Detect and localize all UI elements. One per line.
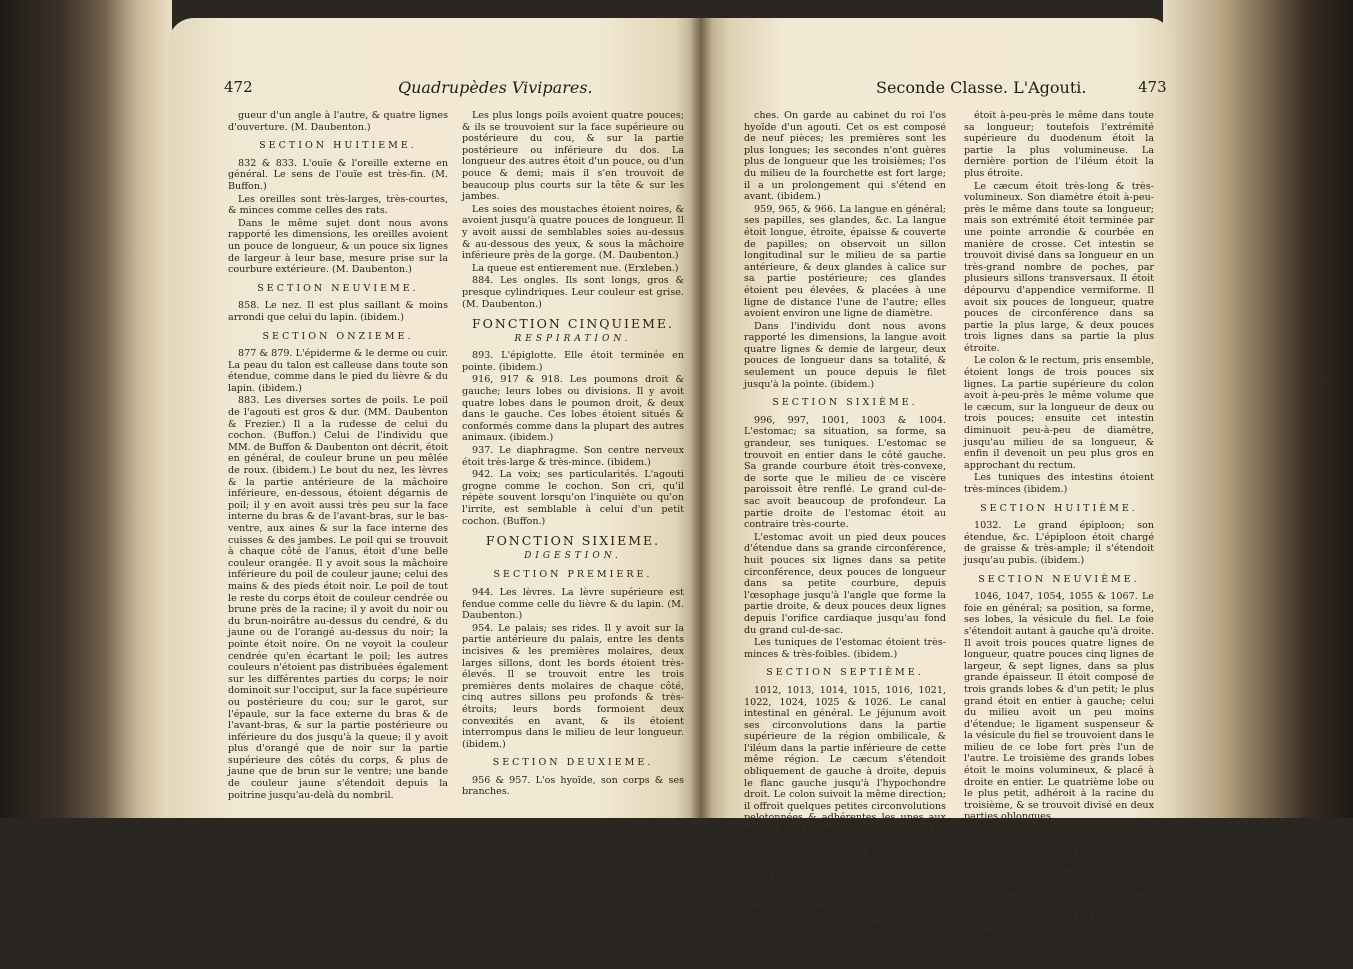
paragraph: Les soies des moustaches étoient noires, & avoient jusqu'à quatre pouces de longueur. Il y avoit aussi de semblables soies au-dessus & au-dessous des yeux, & sous la mâchoire inférieure près de la gorge. (M. Daubenton.) (462, 203, 684, 262)
paragraph: 959, 965, & 966. La langue en général; ses papilles, ses glandes, &c. La langue étoit longue, étroite, épaisse & couverte de papilles; on observoit un sillon longitudinal sur le milieu de sa partie antérieure, & deux glandes à calice sur sa partie postérieure; ces glandes étoient peu élevées, & placées à une ligne de distance l'une de l'autre; elles avoient environ une ligne de diamètre. (744, 203, 946, 320)
section-heading: SECTION HUITIÈME. (980, 502, 1138, 514)
paragraph: 942. La voix; ses particularités. L'agouti grogne comme le cochon. Son cri, qu'il répète souvent lorsqu'on l'inquiète ou qu'on l'irrite, est semblable à celui d'un petit cochon. (Buffon.) (462, 469, 684, 527)
section-heading: SECTION NEUVIÈME. (978, 573, 1140, 585)
section-heading: SECTION SEPTIÈME. (766, 667, 924, 679)
left-page-number: 472 (224, 78, 253, 96)
paragraph: 916, 917 & 918. Les poumons droit & gauche; leurs lobes ou divisions. Il y avoit quatre lobes dans le poumon droit, & deux dans le gauche. Ces lobes étoient situés & conformés comme dans la plupart des autres animaux. (ibidem.) (462, 374, 684, 444)
book-gutter (690, 18, 712, 818)
paragraph: Les tuniques des intestins étoient très-minces (ibidem.) (964, 472, 1154, 495)
paragraph: Dans l'individu dont nous avons rapporté les dimensions, la langue avoit quatre lignes & demie de largeur, deux pouces de longueur dans sa totalité, & seulement un pouce depuis le filet jusqu'à la pointe. (ibidem.) (744, 320, 946, 390)
paragraph: 1012, 1013, 1014, 1015, 1016, 1021, 1022, 1024, 1025 & 1026. Le canal intestinal en général. Le jéjunum avoit ses circonvolutions dans la partie supérieure de la région ombilicale, & l'iléum dans la partie inférieure de cette même région. Le cæcum s'étendoit obliquement de gauche à droite, depuis le flanc gauche jusqu'à l'hypochondre droit. Le colon suivoit la même direction; il offroit quelques petites circonvolutions pelotonnées & adhérentes les unes aux autres dans l'hypochondre droit, près de l'extrémité du cæcum; ensuite il se replioit sur l'estomac, & faisoit quelques sinuosités sur la colonne vertébrale, avant de se joindre au rectum. (744, 684, 946, 882)
left-column-2 (462, 110, 684, 799)
paragraph: Le cæcum étoit très-long & très-volumineux. Son diamètre étoit à-peu-près le même dans toute sa longueur; mais son extrémité étoit terminée par une pointe arrondie & courbée en manière de crosse. Cet intestin se trouvoit divisé dans sa longueur en un très-grand nombre de poches, par plusieurs sillons transversaux. Il étoit dépourvu d'appendice vermiforme. Il avoit six pouces de longueur, quatre pouces de circonférence dans sa partie la plus large, & deux pouces trois lignes dans sa partie la plus étroite. (964, 180, 1154, 354)
section-heading: SECTION ONZIEME. (262, 330, 414, 342)
section-heading: SECTION DIXIEME. (985, 913, 1133, 925)
section-heading: SECTION NEUVIEME. (257, 282, 419, 294)
paragraph: 944. Les lèvres. La lèvre supérieure est fendue comme celle du lièvre & du lapin. (M. Daubenton.) (462, 586, 684, 622)
left-page (168, 18, 702, 818)
subheading: RESPIRATION. (514, 333, 632, 344)
right-page (700, 18, 1170, 967)
book-edge-left (0, 0, 172, 818)
paragraph: Les oreilles sont très-larges, très-courtes, & minces comme celles des rats. (228, 193, 448, 217)
paragraph: 956 & 957. L'os hyoïde, son corps & ses branches. (462, 774, 684, 798)
paragraph: ches. On garde au cabinet du roi l'os hyoïde d'un agouti. Cet os est composé de neuf pièces; les premières sont les plus longues; les secondes n'ont guères plus de longueur que les troisièmes; l'os du milieu de la fourchette est fort large; il a un prolongement qui s'étend en avant. (ibidem.) (744, 110, 946, 203)
subheading: DIGESTION. (524, 550, 622, 561)
right-column-1 (744, 110, 946, 932)
paragraph: 937. Le diaphragme. Son centre nerveux étoit très-large & très-mince. (ibidem.) (462, 445, 684, 468)
paragraph: 832 & 833. L'ouïe & l'oreille externe en général. Le sens de l'ouïe est très-fin. (M. Buffon.) (228, 157, 448, 192)
signature-mark: O o o (1117, 955, 1154, 967)
footnote: Syst. anatom. des Animaux. Tom. II. (758, 919, 930, 931)
paragraph: L'intestin grêle avoit vingt pieds de longueur depuis le pylore jusqu'au cæcum. Son diamètre (744, 883, 946, 918)
paragraph: 884. Les ongles. Ils sont longs, gros & presque cylindriques. Leur couleur est grise. (M. Daubenton.) (462, 275, 684, 310)
section-heading: SECTION HUITIEME. (259, 140, 417, 152)
paragraph: 1032. Le grand épiploon; son étendue, &c. L'épiploon étoit chargé de graisse & très-ample; il s'étendoit jusqu'au pubis. (ibidem.) (964, 520, 1154, 566)
paragraph: 1046, 1047, 1054, 1055 & 1067. Le foie en général; sa position, sa forme, ses lobes, la vésicule du fiel. Le foie s'étendoit autant à gauche qu'à droite. Il avoit trois pouces quatre lignes de longueur, quatre pouces cinq lignes de largeur, & sept lignes, dans sa plus grande épaisseur. Il étoit composé de trois grands lobes & d'un petit; le plus grand étoit en entier à gauche; celui du milieu avoit un peu moins d'étendue; le ligament suspenseur & la vésicule du fiel se trouvoient dans le milieu de ce lobe fort près l'un de l'autre. Le troisième des grands lobes étoit le moins volumineux, & placé à droite en entier. Le quatrième lobe ou le plus petit, adhéroit à la racine du troisième, & se trouvoit divisé en deux parties oblongues. (964, 591, 1154, 823)
paragraph: 1068. La rate en général, sa forme, &c. La rate (964, 930, 1154, 954)
paragraph: Les tuniques de l'estomac étoient très-minces & très-foibles. (ibidem.) (744, 637, 946, 660)
paragraph: 893. L'épiglotte. Elle étoit terminée en pointe. (ibidem.) (462, 350, 684, 373)
paragraph: 954. Le palais; ses rides. Il y avoit sur la partie antérieure du palais, entre les dents incisives & les premières molaires, deux larges sillons, dont les bords étoient très-élevés. Il se trouvoit entre les trois premières dents molaires de chaque côté, cinq autres sillons peu profonds & très-étroits; leurs bords formoient deux convexités en avant, & ils étoient interrompus dans le milieu de leur longueur. (ibidem.) (462, 622, 684, 750)
paragraph: 883. Les diverses sortes de poils. Le poil de l'agouti est gros & dur. (MM. Daubenton & Frezier.) Il a la rudesse de celui du cochon. (Buffon.) Celui de l'individu que MM. de Buffon & Daubenton ont décrit, étoit en général, de couleur brune un peu mêlée de roux. (ibidem.) Le bout du nez, les lèvres & la partie antérieure de la mâchoire inférieure, en-dessous, étoient dégarnis de poil; il y en avoit aussi très peu sur la face interne du bras & de l'avant-bras, sur le bas-ventre, aux aines & sur la face interne des cuisses & des jambes. Le poil qui se trouvoit à chaque côté de l'anus, étoit d'une belle couleur orangée. Il y avoit sous la mâchoire inférieure du poil de couleur jaune; celui des mains & des pieds étoit noir. Le poil de tout le reste du corps étoit de couleur cendrée ou brune près de la racine; il y avoit du noir ou du brun-noirâtre au-dessus du cendré, & du jaune ou de l'orangé au-dessus du noir; la pointe étoit noire. On ne voyoit la couleur cendrée qu'en écartant le poil; les autres couleurs n'étoient pas distribuées également sur les différentes parties du corps; le noir dominoit sur l'occiput, sur la face supérieure ou postérieure du cou; sur le garot, sur l'épaule, sur la face externe du bras & de l'avant-bras, & sur la partie postérieure ou inférieure du dos jusqu'à la queue; il y avoit plus d'orangé que de noir sur la partie supérieure des côtés du corps, & plus de jaune que de brun sur le ventre; une bande de couleur jaune s'étendoit depuis la poitrine jusqu'au-delà du nombril. (228, 395, 448, 801)
left-column-1 (228, 110, 448, 802)
paragraph: Le foie avoit une couleur rougeâtre au-dehors & dans sa substance; il pesoit deux onces sept gros & demi. (964, 824, 1154, 859)
section-heading: SECTION PREMIERE. (493, 569, 653, 581)
right-page-number: 473 (1138, 78, 1167, 96)
paragraph: 996, 997, 1001, 1003 & 1004. L'estomac; sa situation, sa forme, sa grandeur, ses tuniques. L'estomac se trouvoit en entier dans le côté gauche. Sa grande courbure étoit très-convexe, de sorte que le milieu de ce viscère paroissoit être renflé. Le grand cul-de-sac avoit beaucoup de profondeur. La partie droite de l'estomac étoit au contraire très-courte. (744, 414, 946, 531)
function-heading: FONCTION SIXIEME. (485, 533, 661, 549)
paragraph: 877 & 879. L'épiderme & le derme ou cuir. La peau du talon est calleuse dans toute son étendue, comme dans le pied du lièvre & du lapin. (ibidem.) (228, 348, 448, 394)
paragraph: L'estomac avoit un pied deux pouces d'étendue dans sa grande circonférence, huit pouces six lignes dans sa petite circonférence, deux pouces de longueur dans sa petite courbure, depuis l'œsophage jusqu'à l'angle que forme la partie droite, & deux pouces deux lignes depuis l'orifice cardiaque jusqu'au fond du grand cul-de-sac. (744, 531, 946, 636)
paragraph: La vésicule du fiel avoit la forme d'une poire; elle contenoit une très-petite quantité de liqueur épaisse. (ibidem.) (964, 859, 1154, 906)
left-running-title: Quadrupèdes Vivipares. (398, 78, 593, 97)
paragraph: La queue est entierement nue. (Erxleben.) (472, 262, 679, 274)
paragraph: 858. Le nez. Il est plus saillant & moins arrondi que celui du lapin. (ibidem.) (228, 300, 448, 323)
paragraph: Le colon & le rectum, pris ensemble, étoient longs de trois pouces six lignes. La partie supérieure du colon avoit à-peu-près le même volume que le cæcum, sur la longueur de deux ou trois pouces; ensuite cet intestin diminuoit peu-à-peu de diamètre, jusqu'au milieu de sa longueur, & enfin il devenoit un peu plus gros en approchant du rectum. (964, 355, 1154, 471)
right-column-2 (964, 110, 1154, 969)
paragraph: gueur d'un angle à l'autre, & quatre lignes d'ouverture. (M. Daubenton.) (228, 110, 448, 133)
paragraph: Dans le même sujet dont nous avons rapporté les dimensions, les oreilles avoient un pouce de longueur, & un pouce six lignes de largeur à leur base, mesure prise sur la courbure extérieure. (M. Daubenton.) (228, 217, 448, 276)
right-running-title: Seconde Classe. L'Agouti. (876, 78, 1087, 97)
section-heading: SECTION DEUXIEME. (492, 757, 654, 769)
book-edge-right (1163, 0, 1353, 818)
paragraph: étoit à-peu-près le même dans toute sa longueur; toutefois l'extrémité supérieure du duodenum étoit la partie la plus volumineuse. La dernière portion de l'iléum étoit la plus étroite. (964, 110, 1154, 179)
section-heading: SECTION SIXIÈME. (772, 397, 918, 409)
function-heading: FONCTION CINQUIEME. (471, 316, 675, 332)
paragraph: Les plus longs poils avoient quatre pouces; & ils se trouvoient sur la face supérieure ou postérieure du cou, & sur la partie postérieure ou inférieure du dos. La longueur des autres étoit d'un pouce, ou d'un pouce & demi; mais il s'en trouvoit de beaucoup plus courts sur la tête & sur les jambes. (462, 110, 684, 203)
